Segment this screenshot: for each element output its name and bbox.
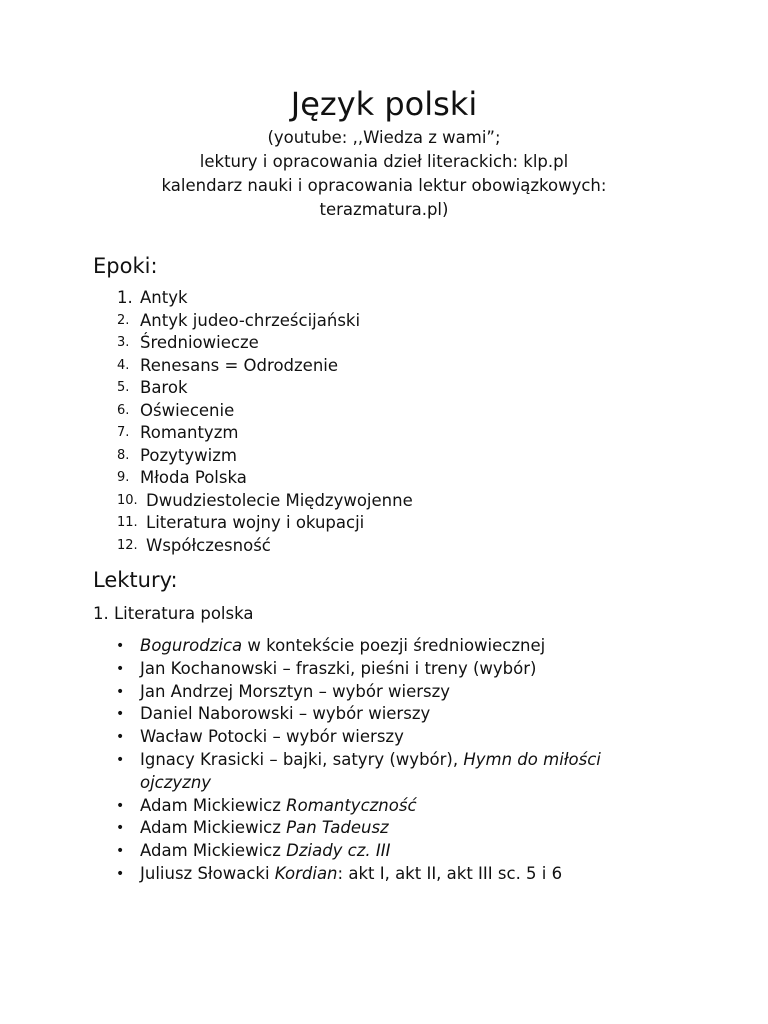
epoka-label: Antyk judeo-chrześcijański	[140, 310, 361, 330]
epoka-item	[0, 310, 768, 333]
epoka-number: 4.	[117, 357, 130, 373]
lektura-text	[140, 817, 660, 840]
lektura-description: w kontekście poezji średniowiecznej	[242, 636, 546, 655]
epoka-number: 8.	[117, 447, 130, 463]
epoka-number: 3.	[117, 335, 130, 350]
lektura-item	[0, 817, 768, 840]
bullet-icon: •	[116, 820, 125, 837]
epoka-label: Średniowiecze	[140, 333, 259, 352]
page-title: Język polski	[290, 85, 478, 123]
epoka-number: 2.	[117, 312, 130, 328]
lektura-description: Ignacy Krasicki – bajki, satyry (wybór),	[140, 749, 464, 769]
lektura-title-italic: Hymn do miłości ojczyzny	[140, 749, 601, 792]
lektura-description: Adam Mickiewicz	[140, 841, 287, 861]
lektura-text	[140, 681, 660, 704]
lektura-text	[140, 658, 660, 681]
epoka-label: Dwudziestolecie Międzywojenne	[146, 490, 413, 510]
lektura-item	[0, 681, 768, 704]
lektura-description: Juliusz Słowacki	[140, 863, 275, 883]
epoka-item	[0, 467, 768, 490]
bullet-icon: •	[116, 638, 125, 654]
lektura-item	[0, 795, 768, 818]
bullet-icon: •	[116, 706, 125, 723]
bullet-icon: •	[116, 729, 125, 746]
lektura-title-italic: Dziady cz. III	[286, 841, 391, 861]
epoka-item	[0, 445, 768, 468]
epoka-item	[0, 422, 768, 445]
epoka-number: 5.	[117, 380, 130, 395]
epoka-item	[0, 287, 768, 310]
lektury-list	[0, 635, 768, 886]
lektura-text	[140, 749, 660, 795]
epoka-label: Współczesność	[146, 535, 271, 555]
subtitle-line: lektury i opracowania dzieł literackich: klp.pl	[199, 152, 569, 171]
lektura-title-italic: Pan Tadeusz	[286, 818, 389, 838]
bullet-icon: •	[116, 843, 125, 860]
lektura-item	[0, 840, 768, 863]
epoka-label: Oświecenie	[140, 400, 235, 420]
lektura-item	[0, 703, 768, 726]
lektura-text	[140, 795, 660, 818]
lektura-description: Adam Mickiewicz	[140, 818, 287, 838]
epoka-number: 1.	[117, 288, 133, 307]
epoka-label: Romantyzm	[140, 423, 239, 442]
epoka-label: Antyk	[140, 288, 188, 307]
lektura-item	[0, 635, 768, 658]
epoka-item	[0, 535, 768, 558]
epoka-number: 7.	[117, 425, 130, 440]
epoka-item	[0, 512, 768, 535]
lektura-text	[140, 635, 660, 658]
subtitle-line: (youtube: ,,Wiedza z wami”;	[267, 128, 501, 147]
lektura-title-italic: Bogurodzica	[140, 636, 243, 655]
lektura-description: Adam Mickiewicz	[140, 795, 287, 815]
lektura-text	[140, 726, 660, 749]
lektura-description: Jan Kochanowski – fraszki, pieśni i treny (wybór)	[140, 658, 537, 678]
lektura-description: Wacław Potocki – wybór wierszy	[140, 727, 404, 747]
lektura-description: Daniel Naborowski – wybór wierszy	[140, 704, 431, 724]
epoka-item	[0, 355, 768, 378]
lektura-title-italic: Kordian	[274, 863, 338, 883]
bullet-icon: •	[116, 683, 125, 700]
epoka-number: 11.	[117, 515, 138, 530]
lektura-item	[0, 749, 768, 795]
epoka-item	[0, 490, 768, 513]
lektura-description: : akt I, akt II, akt III sc. 5 i 6	[337, 863, 563, 883]
lektury-heading: Lektury:	[93, 568, 178, 592]
epoka-item	[0, 377, 768, 400]
epoka-number: 10.	[117, 492, 138, 508]
lektura-description: Jan Andrzej Morsztyn – wybór wierszy	[140, 681, 451, 701]
lektura-title-italic: Romantyczność	[286, 795, 417, 815]
epoka-label: Młoda Polska	[140, 468, 247, 487]
subtitle-line: kalendarz nauki i opracowania lektur obowiązkowych:	[161, 176, 607, 195]
epoka-label: Literatura wojny i okupacji	[146, 513, 365, 532]
epoka-item	[0, 400, 768, 423]
epoka-item	[0, 332, 768, 355]
lektura-item	[0, 658, 768, 681]
bullet-icon: •	[116, 751, 125, 768]
lektura-text	[140, 840, 660, 863]
lektura-text	[140, 863, 660, 886]
epoka-number: 9.	[117, 470, 130, 485]
subtitle	[0, 126, 768, 222]
lektura-text	[140, 703, 660, 726]
bullet-icon: •	[116, 865, 125, 882]
lektura-item	[0, 863, 768, 886]
epoki-heading: Epoki:	[93, 254, 158, 278]
epoka-label: Barok	[140, 378, 188, 397]
section-label: 1. Literatura polska	[93, 604, 254, 623]
epoka-label: Pozytywizm	[140, 445, 237, 465]
epoka-number: 12.	[117, 537, 138, 553]
epoka-label: Renesans = Odrodzenie	[140, 355, 339, 375]
epoki-list	[0, 287, 768, 557]
subtitle-line: terazmatura.pl)	[319, 200, 449, 219]
bullet-icon: •	[116, 797, 125, 814]
bullet-icon: •	[116, 660, 125, 677]
epoka-number: 6.	[117, 402, 130, 418]
lektura-item	[0, 726, 768, 749]
